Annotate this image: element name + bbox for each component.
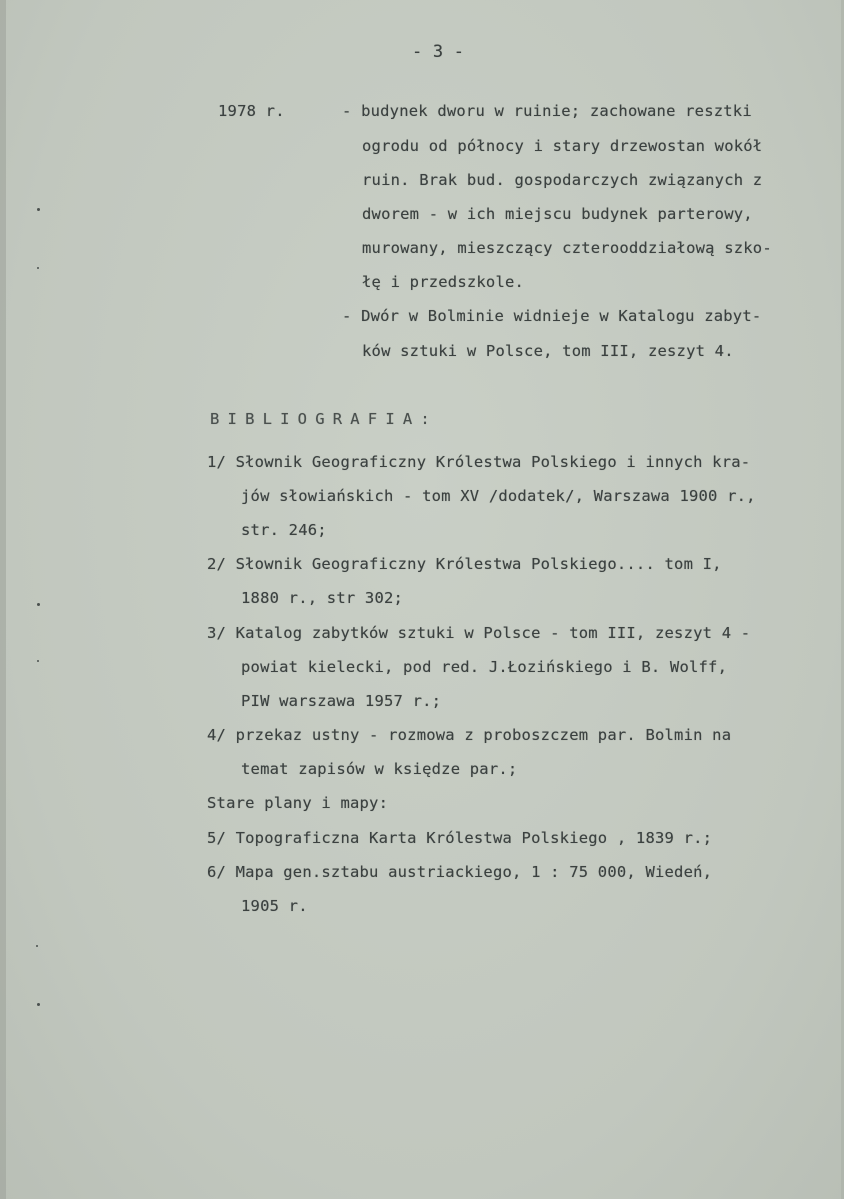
- page-number: - 3 -: [412, 42, 465, 62]
- bibliography-line: jów słowiańskich - tom XV /dodatek/, Warszawa 1900 r.,: [241, 487, 756, 505]
- margin-speck: [37, 603, 40, 606]
- entry-line: murowany, mieszczący czterooddziałową szko-: [362, 239, 772, 257]
- bibliography-line: str. 246;: [241, 521, 327, 539]
- entry-line: - Dwór w Bolminie widnieje w Katalogu zabyt-: [342, 307, 762, 325]
- bibliography-line: 6/ Mapa gen.sztabu austriackiego, 1 : 75 000, Wiedeń,: [207, 863, 713, 881]
- bibliography-line: 1/ Słownik Geograficzny Królestwa Polskiego i innych kra-: [207, 453, 751, 471]
- entry-line: dworem - w ich miejscu budynek parterowy,: [362, 205, 753, 223]
- bibliography-line: 5/ Topograficzna Karta Królestwa Polskiego , 1839 r.;: [207, 829, 713, 847]
- bibliography-heading: BIBLIOGRAFIA:: [210, 410, 438, 428]
- margin-speck: [36, 945, 38, 947]
- bibliography-line: powiat kielecki, pod red. J.Łozińskiego i B. Wolff,: [241, 658, 728, 676]
- margin-speck: [37, 660, 39, 662]
- bibliography-line: 1905 r.: [241, 897, 308, 915]
- bibliography-line: 4/ przekaz ustny - rozmowa z proboszczem par. Bolmin na: [207, 726, 732, 744]
- bibliography-line: 3/ Katalog zabytków sztuki w Polsce - tom III, zeszyt 4 -: [207, 624, 751, 642]
- entry-line: łę i przedszkole.: [362, 273, 525, 291]
- margin-speck: [37, 208, 40, 211]
- entry-year: 1978 r.: [218, 102, 285, 120]
- bibliography-subheading: Stare plany i mapy:: [207, 794, 389, 812]
- entry-line: - budynek dworu w ruinie; zachowane resztki: [342, 102, 752, 120]
- bibliography-line: PIW warszawa 1957 r.;: [241, 692, 442, 710]
- page-left-edge-shadow: [0, 0, 6, 1199]
- bibliography-line: 2/ Słownik Geograficzny Królestwa Polskiego.... tom I,: [207, 555, 722, 573]
- margin-speck: [37, 267, 39, 269]
- bibliography-line: temat zapisów w księdze par.;: [241, 760, 518, 778]
- entry-line: ruin. Brak bud. gospodarczych związanych z: [362, 171, 763, 189]
- margin-speck: [37, 1003, 40, 1006]
- entry-line: ków sztuki w Polsce, tom III, zeszyt 4.: [362, 342, 734, 360]
- entry-line: ogrodu od północy i stary drzewostan wokół: [362, 137, 763, 155]
- bibliography-line: 1880 r., str 302;: [241, 589, 404, 607]
